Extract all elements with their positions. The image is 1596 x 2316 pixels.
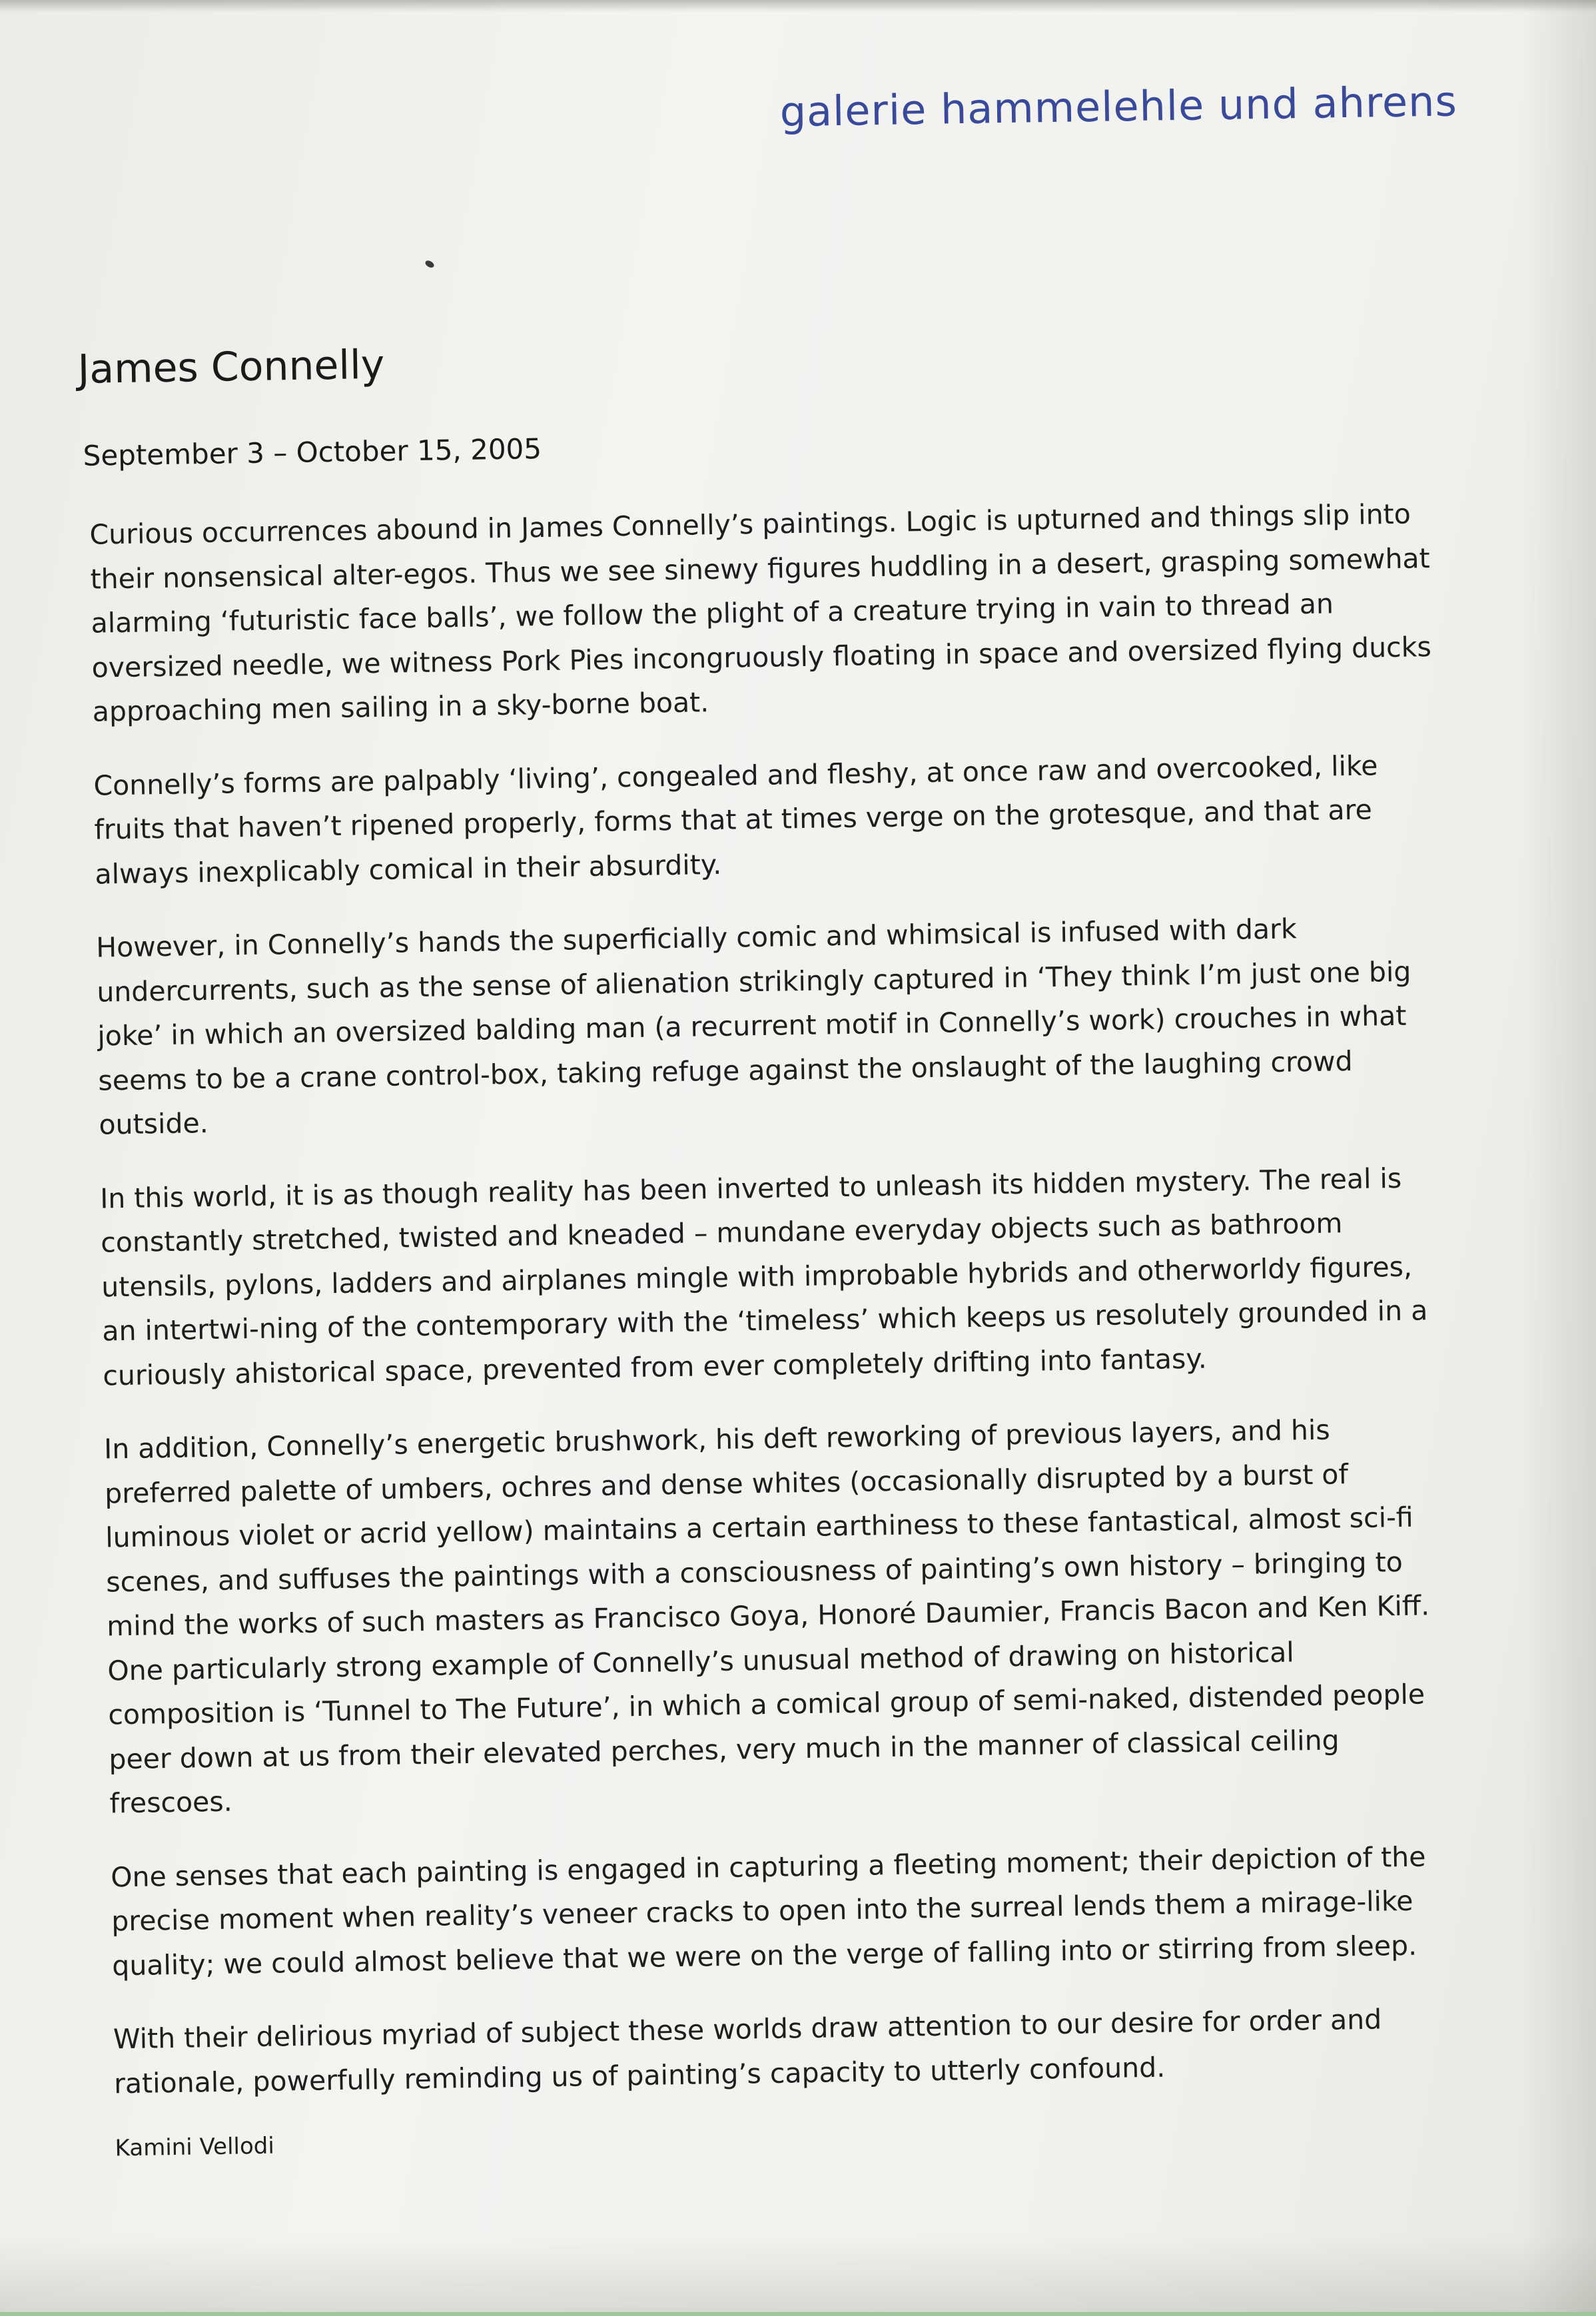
paragraph: With their delirious myriad of subject these worlds draw attention to our desire for order and rationale, powerfully reminding us of painting’s capacity to utterly confound. (113, 2003, 1382, 2100)
paragraph: In this world, it is as though reality has been inverted to unleash its hidden mystery. The real is constantly stretched, twisted and kneaded – mundane everyday objects such as bathroom utensils, pylons, ladders and airplanes mingle with improbable hybrids and otherworldy figures, an intertwi-ning of the contemporary with the ‘timeless’ which keeps us resolutely grounded in a curiously ahistorical space, prevented from ever completely drifting into fantasy. (99, 1162, 1428, 1392)
paragraph: One senses that each painting is engaged in capturing a fleeting moment; their depiction of the precise moment when reality’s veneer cracks to open into the surreal lends them a mirage-like quality; we could almost believe that we were on the verge of falling into or stirring from sleep. (110, 1840, 1426, 1982)
paper-speck (424, 259, 436, 269)
gallery-name: galerie hammelehle und ahrens (779, 77, 1458, 137)
document-content (73, 65, 1458, 2162)
exhibition-dates: September 3 – October 15, 2005 (83, 432, 542, 472)
paragraph: Curious occurrences abound in James Connelly’s paintings. Logic is upturned and things slip into their nonsensical alter-egos. Thus we see sinewy figures huddling in a desert, grasping somewhat alarming ‘futuristic face balls’, we follow the plight of a creature trying in vain to thread an oversized needle, we witness Pork Pies incongruously floating in space and oversized flying ducks approaching men sailing in a sky-borne boat. (89, 498, 1432, 728)
bottom-shadow (0, 2236, 1596, 2316)
artist-title: James Connelly (77, 341, 385, 393)
paragraph: Connelly’s forms are palpably ‘living’, congealed and fleshy, at once raw and overcooked, like fruits that haven’t ripened properly, forms that at times verge on the grotesque, and that are always inexplicably comical in their absurdity. (93, 749, 1378, 891)
paragraph: In addition, Connelly’s energetic brushwork, his deft reworking of previous layers, and his preferred palette of umbers, ochres and dense whites (occasionally disrupted by a burst of luminous violet or acrid yellow) maintains a certain earthiness to these fantastical, almost sci-fi scenes, and suffuses the paintings with a consciousness of painting’s own history – bringing to mind the works of such masters as Francisco Goya, Honoré Daumier, Francis Bacon and Ken Kiff. One particularly strong example of Connelly’s unusual method of drawing on historical composition is ‘Tunnel to The Future’, in which a comical group of semi-naked, distended people peer down at us from their elevated perches, very much in the manner of classical ceiling frescoes. (103, 1413, 1430, 1820)
paragraph: However, in Connelly’s hands the superficially comic and whimsical is infused with dark undercurrents, such as the sense of alienation strikingly captured in ‘They think I’m just one big joke’ in which an oversized balding man (a recurrent motif in Connelly’s work) crouches in what seems to be a crane control-box, taking refuge against the onslaught of the laughing crowd outside. (95, 913, 1411, 1141)
right-shadow (1523, 0, 1596, 2316)
top-shadow (0, 0, 1596, 12)
article-body (89, 492, 1461, 2161)
bottom-edge (0, 2312, 1596, 2316)
author-name: Kamini Vellodi (115, 2132, 275, 2162)
